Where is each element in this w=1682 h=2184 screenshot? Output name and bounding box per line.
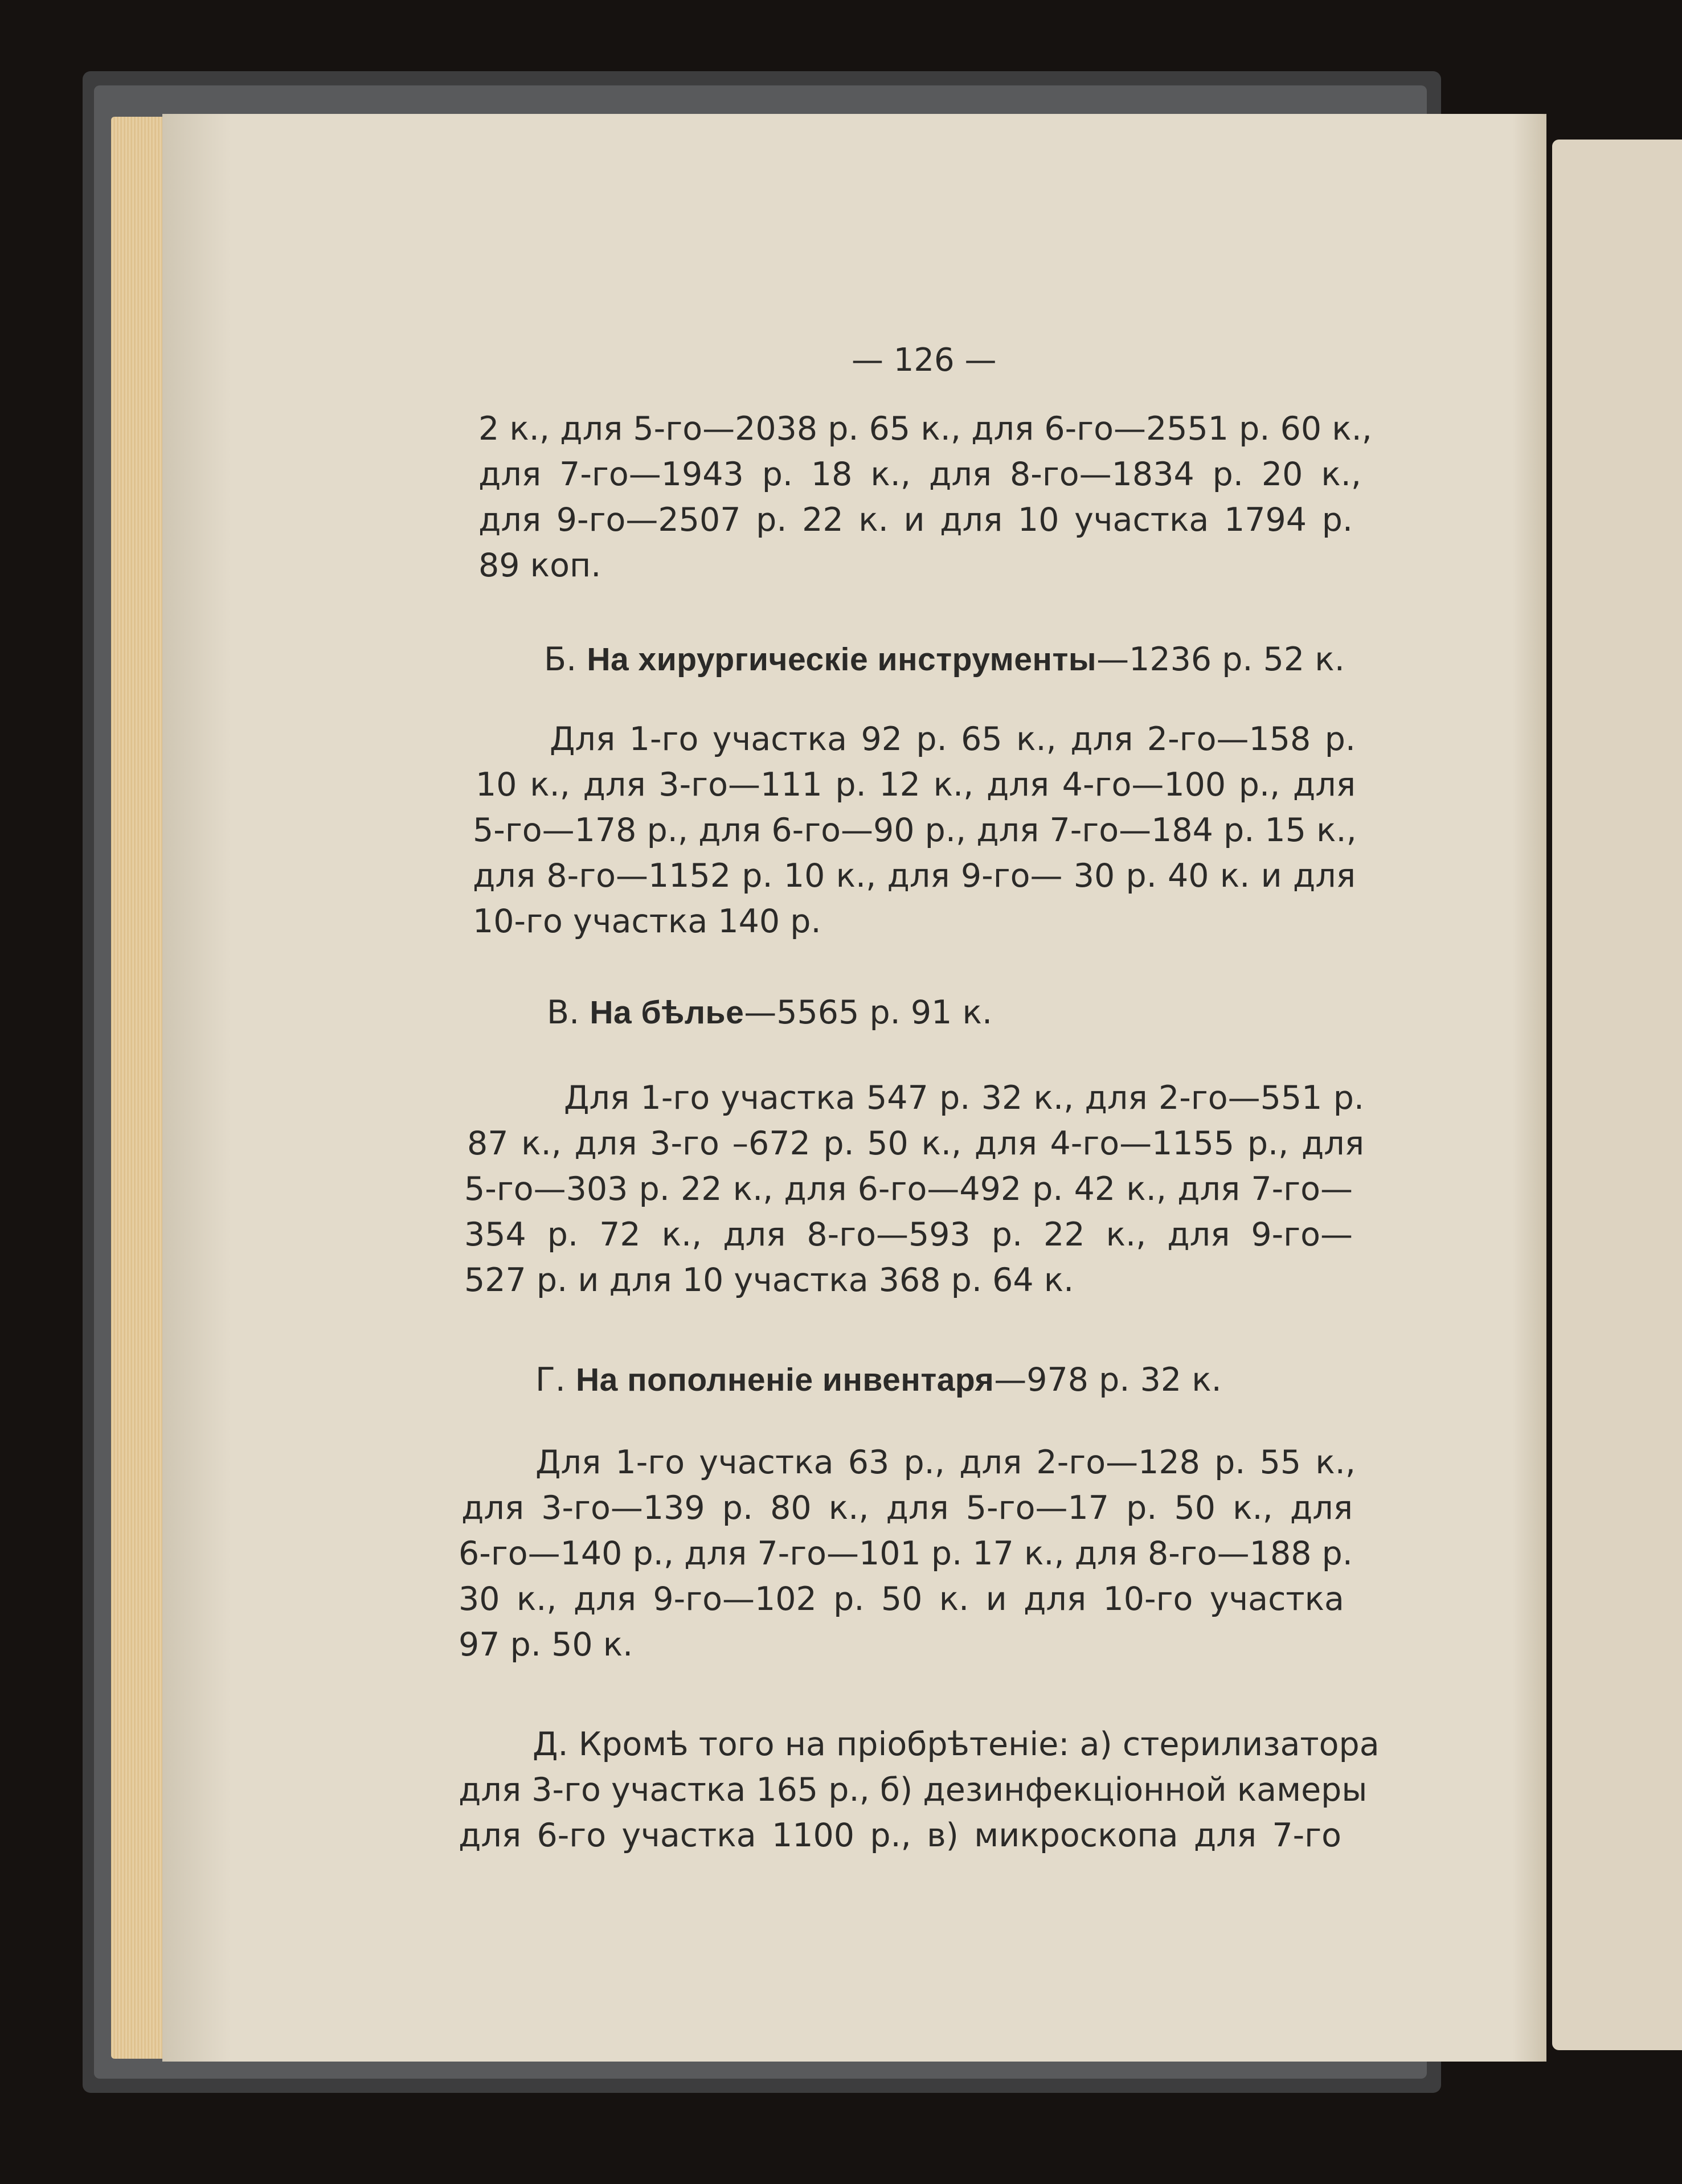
text-line: Для 1-го участка 63 р., для 2-го—128 р. 55 к.,: [535, 1444, 1356, 1481]
text-line: 10 к., для 3-го—111 р. 12 к., для 4-го—100 р., для: [476, 766, 1356, 804]
text-line: 5-го—178 р., для 6-го—90 р., для 7-го—184 р. 15 к.,: [473, 812, 1357, 849]
text-line: для 6-го участка 1100 р., в) микроскопа для 7-го: [459, 1817, 1341, 1854]
section-letter: Г.: [535, 1361, 566, 1399]
section-letter: Б.: [544, 641, 577, 678]
facing-page-edge: [1552, 140, 1682, 2050]
text-line: 89 коп.: [478, 547, 601, 584]
section-amount: —1236 р. 52 к.: [1096, 641, 1345, 678]
section-title: На бѣлье: [590, 994, 744, 1031]
text-line: 527 р. и для 10 участка 368 р. 64 к.: [464, 1261, 1074, 1299]
page-number: — 126 —: [852, 342, 997, 379]
section-letter: В.: [547, 994, 580, 1031]
text-line: для 3-го—139 р. 80 к., для 5-го—17 р. 50 к., для: [461, 1489, 1353, 1527]
section-title: На хирургическіе инструменты: [587, 641, 1097, 678]
text-line: 6-го—140 р., для 7-го—101 р. 17 к., для 8-го—188 р.: [459, 1535, 1353, 1572]
text-line: 5-го—303 р. 22 к., для 6-го—492 р. 42 к., для 7-го—: [464, 1170, 1353, 1208]
text-line: Для 1-го участка 92 р. 65 к., для 2-го—158 р.: [550, 720, 1356, 758]
text-line: для 9-го—2507 р. 22 к. и для 10 участка 1794 р.: [478, 501, 1353, 539]
text-line: 87 к., для 3-го –672 р. 50 к., для 4-го—1155 р., для: [467, 1125, 1364, 1162]
text-line: 30 к., для 9-го—102 р. 50 к. и для 10-го участка: [459, 1580, 1344, 1618]
section-heading-b: [544, 641, 1345, 678]
section-title: На пополненіе инвентаря: [576, 1362, 995, 1398]
text-line: 10-го участка 140 р.: [473, 903, 821, 940]
section-heading-v: [547, 994, 992, 1031]
text-line: Для 1-го участка 547 р. 32 к., для 2-го—551 р.: [564, 1079, 1364, 1117]
text-line: 97 р. 50 к.: [459, 1626, 633, 1663]
text-line: для 3-го участка 165 р., б) дезинфекціонной камеры: [459, 1771, 1368, 1809]
text-line: 354 р. 72 к., для 8-го—593 р. 22 к., для 9-го—: [464, 1216, 1353, 1253]
section-amount: —5565 р. 91 к.: [744, 994, 993, 1031]
text-line: Д. Кромѣ того на пріобрѣтеніе: а) стерилизатора: [533, 1726, 1380, 1763]
text-line: для 7-го—1943 р. 18 к., для 8-го—1834 р. 20 к.,: [478, 456, 1361, 493]
text-line: 2 к., для 5-го—2038 р. 65 к., для 6-го—2551 р. 60 к.,: [478, 410, 1372, 448]
section-heading-g: [535, 1361, 1222, 1399]
section-amount: —978 р. 32 к.: [994, 1361, 1222, 1399]
text-line: для 8-го—1152 р. 10 к., для 9-го— 30 р. 40 к. и для: [473, 857, 1356, 895]
